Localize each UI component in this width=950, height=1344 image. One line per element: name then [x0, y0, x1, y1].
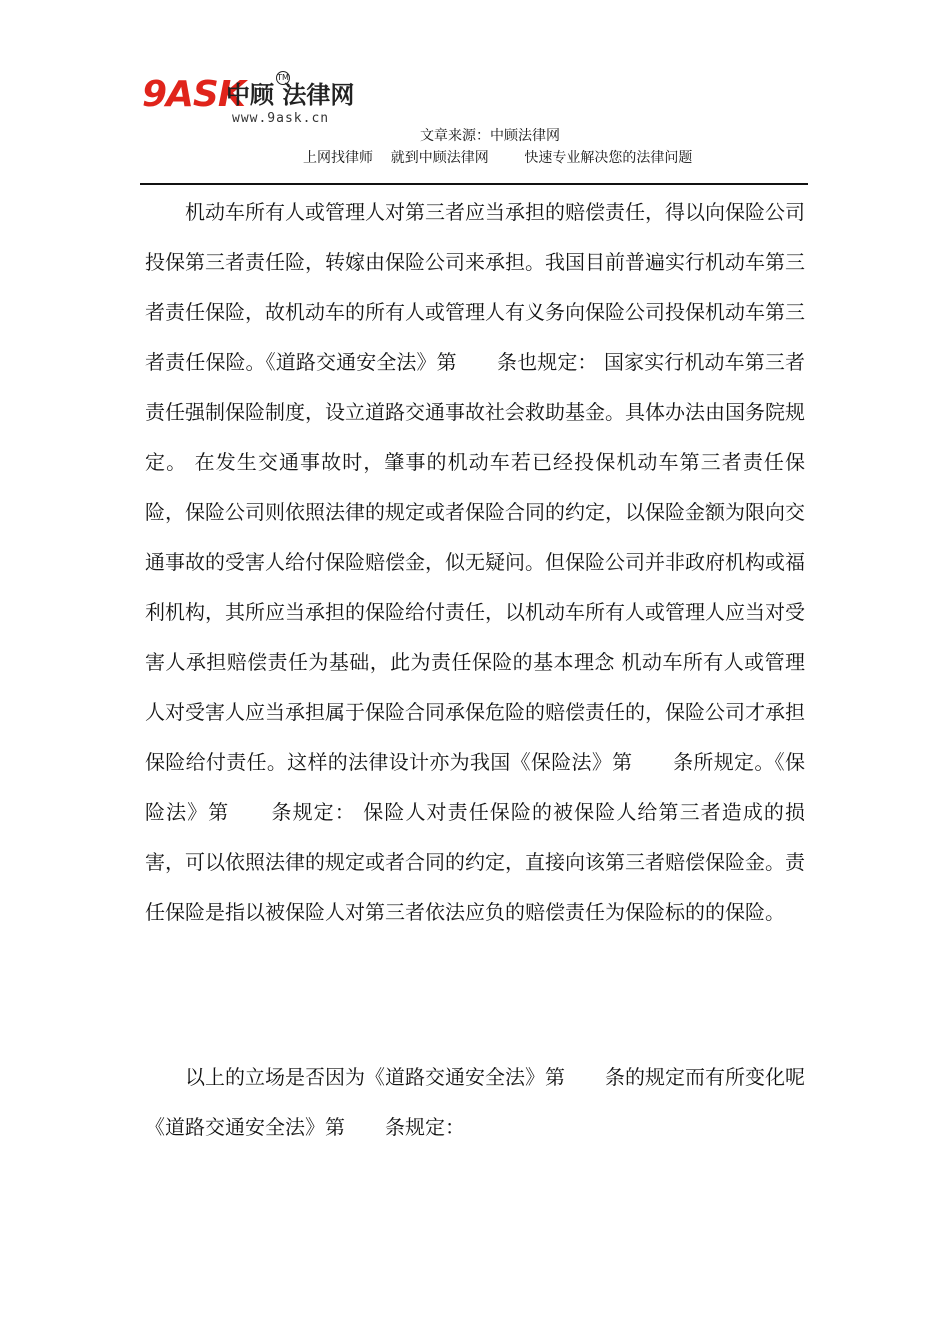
logo-name: 中顾 法律网	[226, 81, 355, 109]
article-source: 文章来源：中顾法律网	[420, 128, 560, 144]
logo-url: www.9ask.cn	[232, 111, 330, 126]
body-paragraph-1: 机动车所有人或管理人对第三者应当承担的赔偿责任，得以向保险公司投保第三者责任险，转嫁由保险公司来承担。我国目前普遍实行机动车第三者责任保险，故机动车的所有人或管理人有义务向保险公司投保机动车第三者责任保险。《道路交通安全法》第 条也规定： 国家实行机动车第三者责任强制保险制度，设立道路交通事故社会救助基金。具体办法由国务院规定。 在发生交通事故时，肇事的机动车若已经投保机动车第三者责任保险，保险公司则依照法律的规定或者保险合同的约定，以保险金额为限向交通事故的受害人给付保险赔偿金，似无疑问。但保险公司并非政府机构或福利机构，其所应当承担的保险给付责任，以机动车所有人或管理人应当对受害人承担赔偿责任为基础，此为责任保险的基本理念 机动车所有人或管理人对受害人应当承担属于保险合同承保危险的赔偿责任的，保险公司才承担保险给付责任。这样的法律设计亦为我国《保险法》第 条所规定。《保险法》第 条规定： 保险人对责任保险的被保险人给第三者造成的损害，可以依照法律的规定或者合同的约定，直接向该第三者赔偿保险金。责任保险是指以被保险人对第三者依法应负的赔偿责任为保险标的的保险。	[145, 200, 805, 924]
trademark-icon: TM	[276, 71, 290, 85]
header-tagline: 上网找律师 就到中顾法律网 快速专业解决您的法律问题	[303, 150, 693, 166]
site-logo[interactable]	[142, 73, 382, 133]
header-divider	[140, 183, 808, 185]
body-paragraph-2: 以上的立场是否因为《道路交通安全法》第 条的规定而有所变化呢 《道路交通安全法》第 条规定：	[145, 1065, 805, 1139]
logo-mark: 9ASK	[142, 74, 245, 115]
